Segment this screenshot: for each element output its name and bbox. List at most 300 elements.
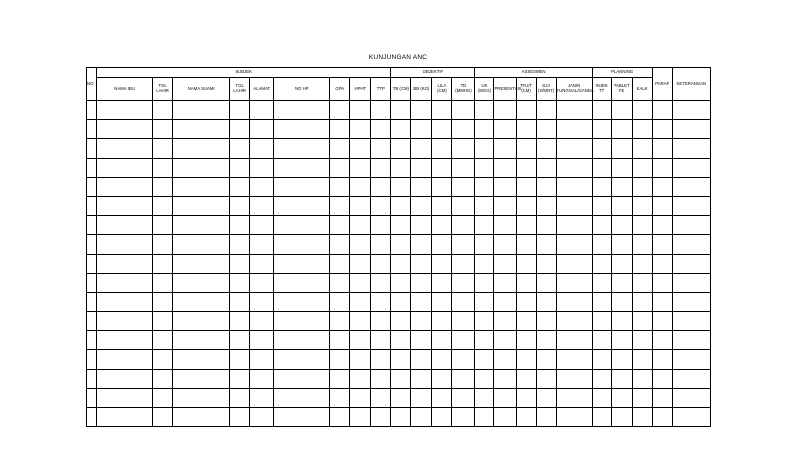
table-cell[interactable] [87,158,97,177]
table-cell[interactable] [173,216,230,235]
table-cell[interactable] [432,273,452,292]
table-cell[interactable] [516,312,536,331]
table-cell[interactable] [611,216,632,235]
table-cell[interactable] [173,158,230,177]
table-cell[interactable] [230,101,250,120]
table-cell[interactable] [274,292,330,311]
table-cell[interactable] [230,120,250,139]
table-cell[interactable] [536,139,556,158]
table-cell[interactable] [632,388,652,407]
table-cell[interactable] [672,312,710,331]
table-cell[interactable] [611,388,632,407]
table-cell[interactable] [592,388,611,407]
table-cell[interactable] [592,139,611,158]
table-cell[interactable] [536,388,556,407]
table-cell[interactable] [250,331,274,350]
table-cell[interactable] [371,331,391,350]
table-cell[interactable] [452,350,475,369]
table-cell[interactable] [611,312,632,331]
table-cell[interactable] [652,312,672,331]
table-cell[interactable] [411,235,432,254]
table-cell[interactable] [330,350,350,369]
table-cell[interactable] [97,216,153,235]
table-cell[interactable] [652,408,672,427]
table-cell[interactable] [536,254,556,273]
table-cell[interactable] [330,177,350,196]
table-cell[interactable] [672,158,710,177]
table-cell[interactable] [452,158,475,177]
table-cell[interactable] [173,312,230,331]
table-cell[interactable] [391,331,411,350]
table-cell[interactable] [330,235,350,254]
table-cell[interactable] [494,312,516,331]
table-cell[interactable] [87,331,97,350]
table-cell[interactable] [494,120,516,139]
table-cell[interactable] [672,216,710,235]
table-cell[interactable] [556,158,592,177]
table-cell[interactable] [592,408,611,427]
table-cell[interactable] [592,292,611,311]
table-cell[interactable] [432,139,452,158]
table-cell[interactable] [153,254,173,273]
table-cell[interactable] [153,273,173,292]
table-cell[interactable] [391,273,411,292]
table-cell[interactable] [632,196,652,215]
table-cell[interactable] [250,139,274,158]
table-cell[interactable] [556,254,592,273]
table-cell[interactable] [97,292,153,311]
table-cell[interactable] [452,388,475,407]
table-cell[interactable] [475,273,494,292]
table-cell[interactable] [592,158,611,177]
table-cell[interactable] [516,235,536,254]
table-cell[interactable] [371,408,391,427]
table-cell[interactable] [475,388,494,407]
table-cell[interactable] [536,196,556,215]
table-cell[interactable] [494,101,516,120]
table-cell[interactable] [516,120,536,139]
table-cell[interactable] [87,235,97,254]
table-cell[interactable] [611,139,632,158]
table-cell[interactable] [452,312,475,331]
table-cell[interactable] [494,408,516,427]
table-cell[interactable] [173,120,230,139]
table-cell[interactable] [391,369,411,388]
table-cell[interactable] [672,235,710,254]
table-cell[interactable] [494,369,516,388]
table-cell[interactable] [611,196,632,215]
table-cell[interactable] [652,388,672,407]
table-cell[interactable] [516,101,536,120]
table-cell[interactable] [452,273,475,292]
table-cell[interactable] [475,177,494,196]
table-cell[interactable] [230,235,250,254]
table-cell[interactable] [611,235,632,254]
table-cell[interactable] [432,177,452,196]
table-cell[interactable] [350,331,371,350]
table-cell[interactable] [153,101,173,120]
table-cell[interactable] [556,369,592,388]
table-cell[interactable] [371,350,391,369]
table-cell[interactable] [556,196,592,215]
table-cell[interactable] [391,177,411,196]
table-cell[interactable] [516,196,536,215]
table-cell[interactable] [592,196,611,215]
table-cell[interactable] [87,312,97,331]
table-cell[interactable] [173,177,230,196]
table-cell[interactable] [432,196,452,215]
table-cell[interactable] [97,177,153,196]
table-cell[interactable] [87,139,97,158]
table-cell[interactable] [411,254,432,273]
table-cell[interactable] [87,254,97,273]
table-cell[interactable] [250,292,274,311]
table-cell[interactable] [516,388,536,407]
table-cell[interactable] [173,101,230,120]
table-cell[interactable] [536,101,556,120]
table-cell[interactable] [371,101,391,120]
table-cell[interactable] [475,216,494,235]
table-cell[interactable] [592,177,611,196]
table-cell[interactable] [230,388,250,407]
table-cell[interactable] [230,312,250,331]
table-cell[interactable] [411,292,432,311]
table-cell[interactable] [330,120,350,139]
table-cell[interactable] [411,216,432,235]
table-cell[interactable] [516,350,536,369]
table-cell[interactable] [87,177,97,196]
table-cell[interactable] [556,177,592,196]
table-cell[interactable] [173,254,230,273]
table-cell[interactable] [173,369,230,388]
table-cell[interactable] [411,312,432,331]
table-cell[interactable] [153,350,173,369]
table-cell[interactable] [432,235,452,254]
table-cell[interactable] [556,388,592,407]
table-cell[interactable] [494,158,516,177]
table-cell[interactable] [632,139,652,158]
table-cell[interactable] [411,196,432,215]
table-cell[interactable] [452,235,475,254]
table-cell[interactable] [274,254,330,273]
table-cell[interactable] [274,273,330,292]
table-cell[interactable] [432,216,452,235]
table-cell[interactable] [371,312,391,331]
table-cell[interactable] [250,388,274,407]
table-cell[interactable] [632,177,652,196]
table-cell[interactable] [432,388,452,407]
table-cell[interactable] [494,350,516,369]
table-cell[interactable] [556,350,592,369]
table-cell[interactable] [516,273,536,292]
table-cell[interactable] [411,120,432,139]
table-cell[interactable] [97,331,153,350]
table-cell[interactable] [230,254,250,273]
table-cell[interactable] [97,388,153,407]
table-cell[interactable] [494,177,516,196]
table-cell[interactable] [652,350,672,369]
table-cell[interactable] [330,408,350,427]
table-cell[interactable] [672,120,710,139]
table-cell[interactable] [391,350,411,369]
table-cell[interactable] [556,101,592,120]
table-cell[interactable] [250,312,274,331]
table-cell[interactable] [411,388,432,407]
table-cell[interactable] [371,292,391,311]
table-cell[interactable] [632,235,652,254]
table-cell[interactable] [173,331,230,350]
table-cell[interactable] [173,408,230,427]
table-cell[interactable] [632,273,652,292]
table-cell[interactable] [173,350,230,369]
table-cell[interactable] [153,388,173,407]
table-cell[interactable] [556,312,592,331]
table-cell[interactable] [87,292,97,311]
table-cell[interactable] [250,350,274,369]
table-cell[interactable] [274,158,330,177]
table-cell[interactable] [494,273,516,292]
table-cell[interactable] [536,350,556,369]
table-cell[interactable] [173,273,230,292]
table-cell[interactable] [452,101,475,120]
table-cell[interactable] [536,312,556,331]
table-cell[interactable] [411,350,432,369]
table-cell[interactable] [87,388,97,407]
table-cell[interactable] [330,312,350,331]
table-cell[interactable] [611,350,632,369]
table-cell[interactable] [274,139,330,158]
table-cell[interactable] [274,312,330,331]
table-cell[interactable] [350,369,371,388]
table-cell[interactable] [274,350,330,369]
table-cell[interactable] [452,139,475,158]
table-cell[interactable] [632,216,652,235]
table-cell[interactable] [652,273,672,292]
table-cell[interactable] [632,120,652,139]
table-cell[interactable] [87,350,97,369]
table-cell[interactable] [330,216,350,235]
table-cell[interactable] [274,331,330,350]
table-cell[interactable] [350,273,371,292]
table-cell[interactable] [432,369,452,388]
table-cell[interactable] [173,235,230,254]
table-cell[interactable] [494,235,516,254]
table-cell[interactable] [516,292,536,311]
table-cell[interactable] [536,158,556,177]
table-cell[interactable] [274,177,330,196]
table-cell[interactable] [556,408,592,427]
table-cell[interactable] [652,369,672,388]
table-cell[interactable] [274,388,330,407]
table-cell[interactable] [173,292,230,311]
table-cell[interactable] [230,408,250,427]
table-cell[interactable] [330,369,350,388]
table-cell[interactable] [516,408,536,427]
table-cell[interactable] [274,369,330,388]
table-cell[interactable] [330,254,350,273]
table-cell[interactable] [611,101,632,120]
table-cell[interactable] [330,139,350,158]
table-cell[interactable] [274,235,330,254]
table-cell[interactable] [250,254,274,273]
table-cell[interactable] [250,369,274,388]
table-cell[interactable] [592,235,611,254]
table-cell[interactable] [652,196,672,215]
table-cell[interactable] [494,196,516,215]
table-cell[interactable] [516,158,536,177]
table-cell[interactable] [475,408,494,427]
table-cell[interactable] [153,369,173,388]
table-cell[interactable] [371,196,391,215]
table-cell[interactable] [536,292,556,311]
table-cell[interactable] [230,369,250,388]
table-cell[interactable] [350,408,371,427]
table-cell[interactable] [475,331,494,350]
table-cell[interactable] [371,139,391,158]
table-cell[interactable] [87,369,97,388]
table-cell[interactable] [632,312,652,331]
table-cell[interactable] [611,177,632,196]
table-cell[interactable] [652,235,672,254]
table-cell[interactable] [592,120,611,139]
table-cell[interactable] [452,408,475,427]
table-cell[interactable] [556,273,592,292]
table-cell[interactable] [475,196,494,215]
table-cell[interactable] [652,101,672,120]
table-cell[interactable] [494,388,516,407]
table-cell[interactable] [432,101,452,120]
table-cell[interactable] [250,177,274,196]
table-cell[interactable] [274,120,330,139]
table-cell[interactable] [230,177,250,196]
table-cell[interactable] [652,331,672,350]
table-cell[interactable] [475,139,494,158]
table-cell[interactable] [452,331,475,350]
table-cell[interactable] [391,388,411,407]
table-cell[interactable] [556,292,592,311]
table-cell[interactable] [391,408,411,427]
table-cell[interactable] [556,216,592,235]
table-cell[interactable] [494,139,516,158]
table-cell[interactable] [250,101,274,120]
table-cell[interactable] [97,139,153,158]
table-cell[interactable] [230,158,250,177]
table-cell[interactable] [672,388,710,407]
table-cell[interactable] [330,273,350,292]
table-cell[interactable] [87,101,97,120]
table-cell[interactable] [516,139,536,158]
table-cell[interactable] [87,408,97,427]
table-cell[interactable] [330,292,350,311]
table-cell[interactable] [672,139,710,158]
table-cell[interactable] [672,369,710,388]
table-cell[interactable] [475,312,494,331]
table-cell[interactable] [250,408,274,427]
table-cell[interactable] [672,350,710,369]
table-cell[interactable] [350,388,371,407]
table-cell[interactable] [536,331,556,350]
table-cell[interactable] [153,177,173,196]
table-cell[interactable] [494,331,516,350]
table-cell[interactable] [411,177,432,196]
table-cell[interactable] [592,369,611,388]
table-cell[interactable] [475,235,494,254]
table-cell[interactable] [371,254,391,273]
table-cell[interactable] [391,292,411,311]
table-cell[interactable] [274,196,330,215]
table-cell[interactable] [432,292,452,311]
table-cell[interactable] [97,101,153,120]
table-cell[interactable] [230,292,250,311]
table-cell[interactable] [611,331,632,350]
table-cell[interactable] [516,216,536,235]
table-cell[interactable] [371,177,391,196]
table-cell[interactable] [87,196,97,215]
table-cell[interactable] [97,312,153,331]
table-cell[interactable] [556,120,592,139]
table-cell[interactable] [652,120,672,139]
table-cell[interactable] [230,350,250,369]
table-cell[interactable] [97,350,153,369]
table-cell[interactable] [153,408,173,427]
table-cell[interactable] [632,350,652,369]
table-cell[interactable] [371,388,391,407]
table-cell[interactable] [350,235,371,254]
table-cell[interactable] [371,273,391,292]
table-cell[interactable] [452,292,475,311]
table-cell[interactable] [274,216,330,235]
table-cell[interactable] [516,177,536,196]
table-cell[interactable] [475,254,494,273]
table-cell[interactable] [350,177,371,196]
table-cell[interactable] [153,158,173,177]
table-cell[interactable] [250,158,274,177]
table-cell[interactable] [350,101,371,120]
table-cell[interactable] [87,120,97,139]
table-cell[interactable] [611,254,632,273]
table-cell[interactable] [411,101,432,120]
table-cell[interactable] [452,254,475,273]
table-cell[interactable] [556,331,592,350]
table-cell[interactable] [411,369,432,388]
table-cell[interactable] [611,120,632,139]
table-cell[interactable] [592,312,611,331]
table-cell[interactable] [153,120,173,139]
table-cell[interactable] [97,408,153,427]
table-cell[interactable] [452,177,475,196]
table-cell[interactable] [411,139,432,158]
table-cell[interactable] [672,196,710,215]
table-cell[interactable] [153,196,173,215]
table-cell[interactable] [250,235,274,254]
table-cell[interactable] [536,177,556,196]
table-cell[interactable] [536,120,556,139]
table-cell[interactable] [592,350,611,369]
table-cell[interactable] [391,196,411,215]
table-cell[interactable] [652,216,672,235]
table-cell[interactable] [153,216,173,235]
table-cell[interactable] [230,273,250,292]
table-cell[interactable] [274,101,330,120]
table-cell[interactable] [230,216,250,235]
table-cell[interactable] [97,120,153,139]
table-cell[interactable] [432,350,452,369]
table-cell[interactable] [330,331,350,350]
table-cell[interactable] [632,254,652,273]
table-cell[interactable] [592,101,611,120]
table-cell[interactable] [672,273,710,292]
table-cell[interactable] [153,331,173,350]
